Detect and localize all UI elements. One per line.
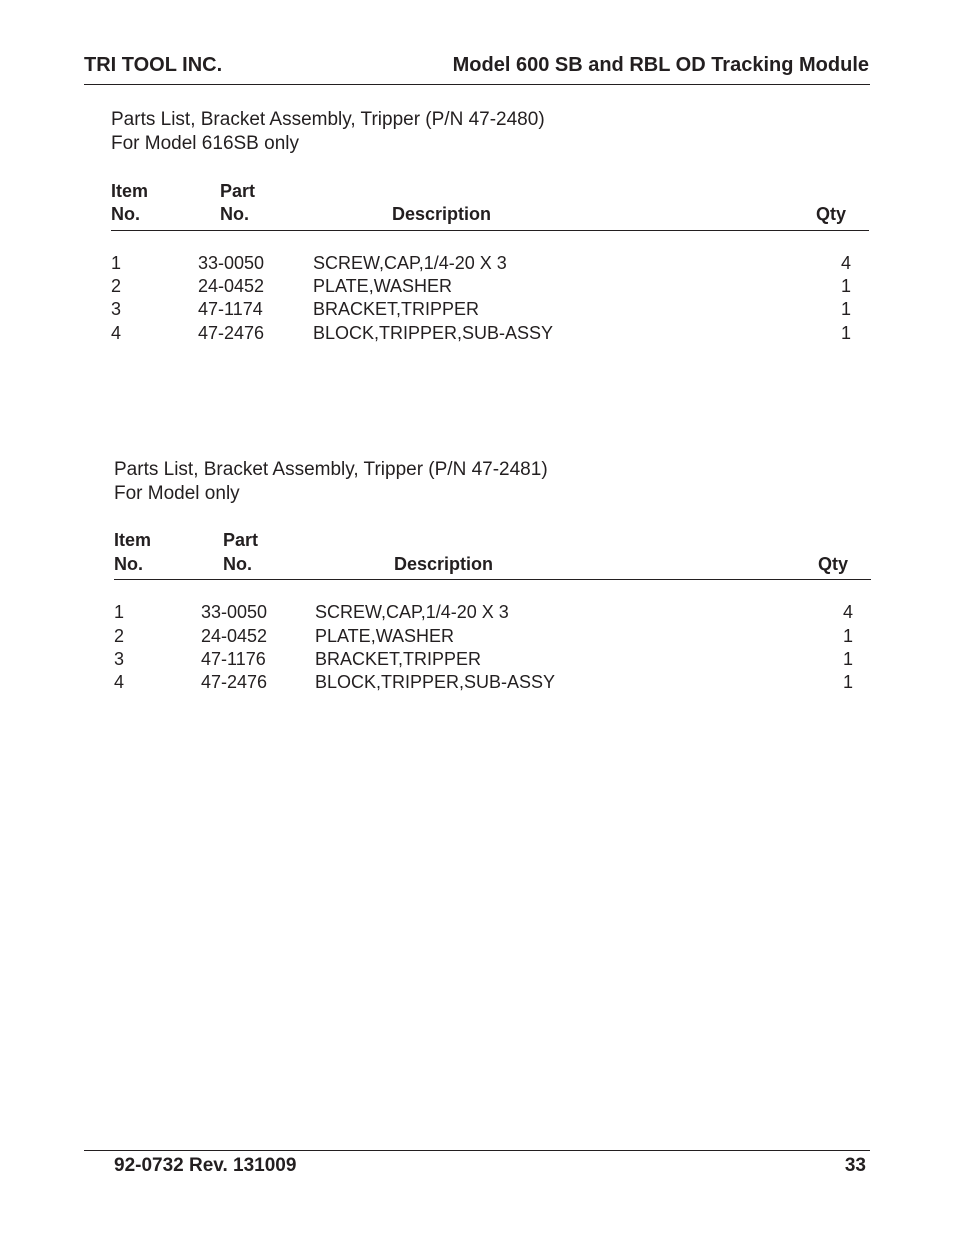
row-qty: 4 bbox=[842, 602, 853, 622]
row-item-no: 3 bbox=[114, 649, 125, 669]
row-qty: 1 bbox=[842, 649, 853, 669]
header-rule bbox=[84, 84, 870, 85]
footer-rule bbox=[84, 1150, 870, 1151]
document-title: Model 600 SB and RBL OD Tracking Module bbox=[452, 54, 869, 76]
col-item-header-bottom: No. bbox=[114, 554, 143, 574]
row-qty: 1 bbox=[842, 672, 853, 692]
col-description-header: Description bbox=[394, 554, 494, 574]
row-description: SCREW,CAP,1/4-20 X 3 bbox=[315, 602, 509, 622]
row-description: BLOCK,TRIPPER,SUB-ASSY bbox=[315, 672, 556, 692]
row-qty: 1 bbox=[840, 323, 851, 343]
row-item-no: 1 bbox=[114, 602, 125, 622]
row-part-no: 33-0050 bbox=[198, 253, 265, 273]
row-part-no: 47-2476 bbox=[198, 323, 265, 343]
table-header-rule bbox=[111, 230, 869, 231]
row-part-no: 47-2476 bbox=[201, 672, 268, 692]
section-caption-line1: Parts List, Bracket Assembly, Tripper (P/N 47-2481) bbox=[114, 459, 548, 480]
row-item-no: 2 bbox=[111, 276, 122, 296]
row-description: BRACKET,TRIPPER bbox=[313, 299, 480, 319]
row-part-no: 47-1174 bbox=[198, 299, 263, 319]
row-description: BLOCK,TRIPPER,SUB-ASSY bbox=[313, 323, 554, 343]
col-description-header: Description bbox=[392, 204, 492, 224]
row-item-no: 4 bbox=[114, 672, 125, 692]
col-qty-header: Qty bbox=[815, 204, 846, 224]
table-header-rule bbox=[114, 579, 871, 580]
row-part-no: 47-1176 bbox=[201, 649, 266, 669]
row-description: PLATE,WASHER bbox=[315, 626, 455, 646]
row-qty: 1 bbox=[842, 626, 853, 646]
row-qty: 1 bbox=[840, 276, 851, 296]
col-qty-header: Qty bbox=[817, 554, 848, 574]
row-item-no: 1 bbox=[111, 253, 122, 273]
col-item-header-top: Item bbox=[114, 530, 152, 550]
col-part-header-top: Part bbox=[223, 530, 259, 550]
row-item-no: 4 bbox=[111, 323, 122, 343]
row-description: SCREW,CAP,1/4-20 X 3 bbox=[313, 253, 507, 273]
company-name: TRI TOOL INC. bbox=[84, 54, 223, 76]
row-part-no: 24-0452 bbox=[198, 276, 265, 296]
col-item-header-bottom: No. bbox=[111, 204, 140, 224]
row-description: PLATE,WASHER bbox=[313, 276, 453, 296]
section-caption-line1: Parts List, Bracket Assembly, Tripper (P/N 47-2480) bbox=[111, 109, 545, 130]
row-description: BRACKET,TRIPPER bbox=[315, 649, 482, 669]
row-part-no: 24-0452 bbox=[201, 626, 268, 646]
row-item-no: 2 bbox=[114, 626, 125, 646]
row-item-no: 3 bbox=[111, 299, 122, 319]
col-item-header-top: Item bbox=[111, 181, 149, 201]
document-revision: 92-0732 Rev. 131009 bbox=[114, 1155, 297, 1176]
section-caption-line2: For Model only bbox=[114, 483, 240, 504]
row-qty: 1 bbox=[840, 299, 851, 319]
row-qty: 4 bbox=[840, 253, 851, 273]
col-part-header-top: Part bbox=[220, 181, 256, 201]
row-part-no: 33-0050 bbox=[201, 602, 268, 622]
page-number: 33 bbox=[844, 1155, 866, 1176]
col-part-header-bottom: No. bbox=[220, 204, 249, 224]
section-caption-line2: For Model 616SB only bbox=[111, 133, 299, 154]
col-part-header-bottom: No. bbox=[223, 554, 252, 574]
